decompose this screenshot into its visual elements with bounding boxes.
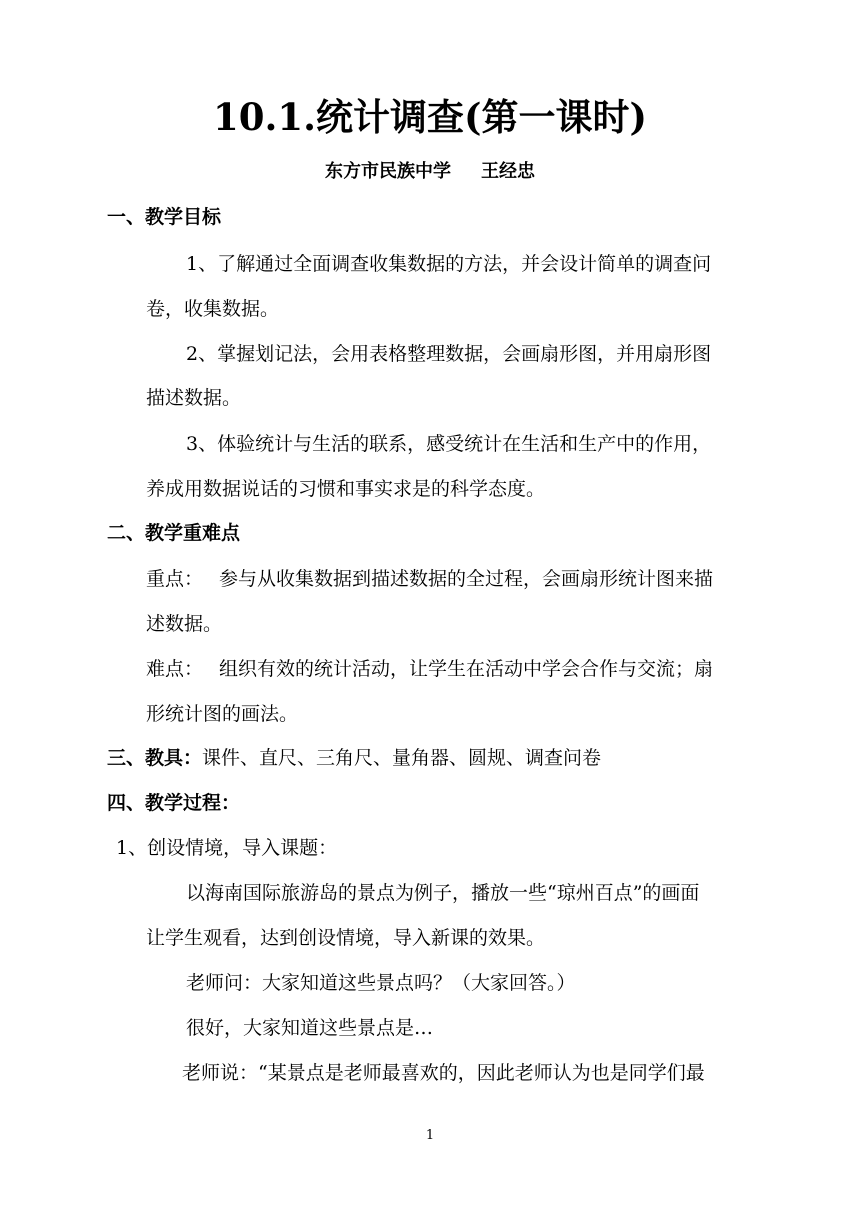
section-heading-key-points: 二、教学重难点 xyxy=(107,522,241,544)
intro-para-line-2: 让学生观看，达到创设情境，导入新课的效果。 xyxy=(146,927,546,949)
school-name: 东方市民族中学 xyxy=(325,161,451,182)
teaching-aids-line xyxy=(107,744,601,772)
teaching-aids-text: 课件、直尺、三角尺、量角器、圆规、调查问卷 xyxy=(202,747,602,769)
difficulty-line-2: 形统计图的画法。 xyxy=(146,703,299,725)
objective-3-line-1: 3、体验统计与生活的联系，感受统计在生活和生产中的作用， xyxy=(186,433,712,455)
objective-1-line-1: 1、了解通过全面调查收集数据的方法，并会设计简单的调查问 xyxy=(186,253,712,275)
page-number: 1 xyxy=(425,1128,435,1143)
process-step-1: 1、创设情境，导入课题： xyxy=(116,837,338,859)
teacher-name: 王经忠 xyxy=(481,161,535,182)
objective-1-line-2: 卷，收集数据。 xyxy=(146,298,280,320)
section-heading-process: 四、教学过程： xyxy=(107,792,241,814)
objective-2-line-1: 2、掌握划记法，会用表格整理数据，会画扇形图，并用扇形图 xyxy=(186,343,712,365)
key-point-line-2: 述数据。 xyxy=(146,613,223,635)
teacher-question-3: 老师说：“某景点是老师最喜欢的，因此老师认为也是同学们最 xyxy=(182,1062,705,1084)
key-point-line-1 xyxy=(146,565,713,593)
teacher-question-2: 很好，大家知道这些景点是… xyxy=(186,1017,434,1039)
difficulty-line-1 xyxy=(146,655,713,683)
document-title: 10.1.统计调查(第一课时) xyxy=(212,95,647,139)
key-point-text: 参与从收集数据到描述数据的全过程，会画扇形统计图来描 xyxy=(219,568,714,590)
objective-2-line-2: 描述数据。 xyxy=(146,387,242,409)
section-heading-teaching-aids: 三、教具： xyxy=(107,747,203,769)
difficulty-label: 难点： xyxy=(146,658,204,680)
teacher-question-1: 老师问：大家知道这些景点吗？（大家回答。） xyxy=(186,972,576,994)
author-line xyxy=(0,159,860,185)
difficulty-text: 组织有效的统计活动，让学生在活动中学会合作与交流；扇 xyxy=(219,658,714,680)
objective-3-line-2: 养成用数据说话的习惯和事实求是的科学态度。 xyxy=(146,478,546,500)
key-point-label: 重点： xyxy=(146,568,204,590)
section-heading-objectives: 一、教学目标 xyxy=(107,206,222,228)
intro-para-line-1: 以海南国际旅游岛的景点为例子，播放一些“琼州百点”的画面 xyxy=(186,882,700,904)
